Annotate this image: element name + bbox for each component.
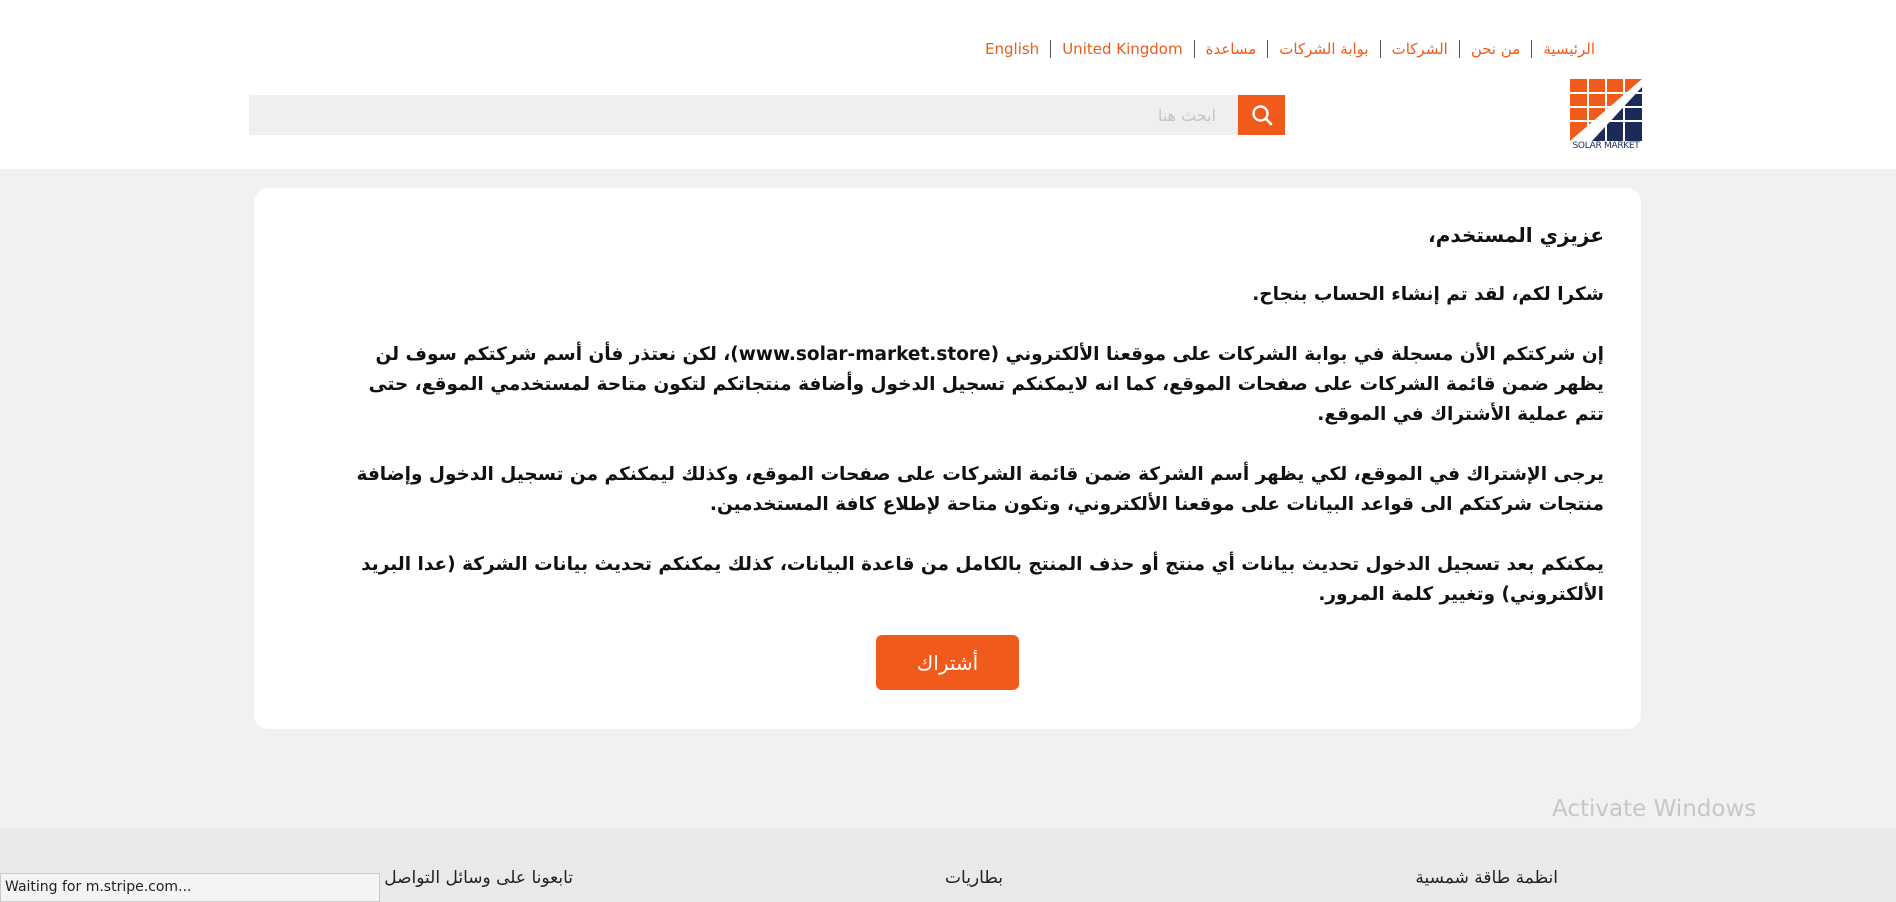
nav-link-home[interactable]: الرئيسية	[1543, 40, 1595, 58]
post-login-info: يمكنكم بعد تسجيل الدخول تحديث بيانات أي منتج أو حذف المنتج بالكامل من قاعدة البيانات، كذلك يمكنكم تحديث بيانات الشركة (عدا البريد الألكتروني) وتغيير كلمة المرور.	[361, 554, 1604, 605]
nav-link-language[interactable]: English	[985, 40, 1040, 58]
nav-link-companies-portal[interactable]: بوابة الشركات	[1279, 40, 1369, 58]
success-message: شكرا لكم، لقد تم إنشاء الحساب بنجاح.	[1252, 284, 1604, 305]
top-nav	[974, 38, 1606, 60]
footer-heading-solar-systems: انظمة طاقة شمسية	[1415, 868, 1558, 888]
message-card	[254, 188, 1641, 729]
message-content	[334, 220, 1604, 640]
logo-text: SOLAR MARKET	[1572, 141, 1640, 151]
search-button[interactable]	[1238, 95, 1285, 135]
nav-link-about[interactable]: من نحن	[1470, 40, 1521, 58]
nav-link-companies[interactable]: الشركات	[1391, 40, 1448, 58]
search-input[interactable]	[249, 95, 1238, 135]
footer-heading-batteries: بطاريات	[945, 868, 1003, 888]
browser-status-bar: Waiting for m.stripe.com...	[0, 873, 380, 902]
nav-link-help[interactable]: مساعدة	[1205, 40, 1257, 58]
solar-panel-logo-icon	[1570, 79, 1642, 141]
site-logo[interactable]	[1570, 79, 1642, 153]
footer-heading-social: تابعونا على وسائل التواصل	[384, 868, 573, 888]
nav-link-country[interactable]: United Kingdom	[1062, 40, 1183, 58]
subscribe-button[interactable]: أشتراك	[876, 635, 1019, 690]
site-header	[0, 0, 1896, 169]
search-icon	[1251, 104, 1273, 126]
subscription-request: يرجى الإشتراك في الموقع، لكي يظهر أسم الشركة ضمن قائمة الشركات على صفحات الموقع، وكذلك ليمكنكم من تسجيل الدخول وإضافة منتجات شركتكم الى قواعد البيانات على موقعنا الألكتروني، وتكون متاحة لإطلاع كافة المستخدمين.	[356, 464, 1604, 515]
greeting-text: عزيزي المستخدم،	[1428, 223, 1604, 247]
registration-notice: إن شركتكم الأن مسجلة في بوابة الشركات على موقعنا الألكتروني (www.solar-market.store)، لكن نعتذر فأن أسم شركتكم سوف لن يظهر ضمن قائمة الشركات على صفحات الموقع، كما انه لايمكنكم تسجيل الدخول وأضافة منتجاتكم لتكون متاحة لمستخدمي الموقع، حتى تتم عملية الأشتراك في الموقع.	[368, 344, 1604, 425]
activate-windows-title: Activate Windows	[1552, 796, 1757, 822]
